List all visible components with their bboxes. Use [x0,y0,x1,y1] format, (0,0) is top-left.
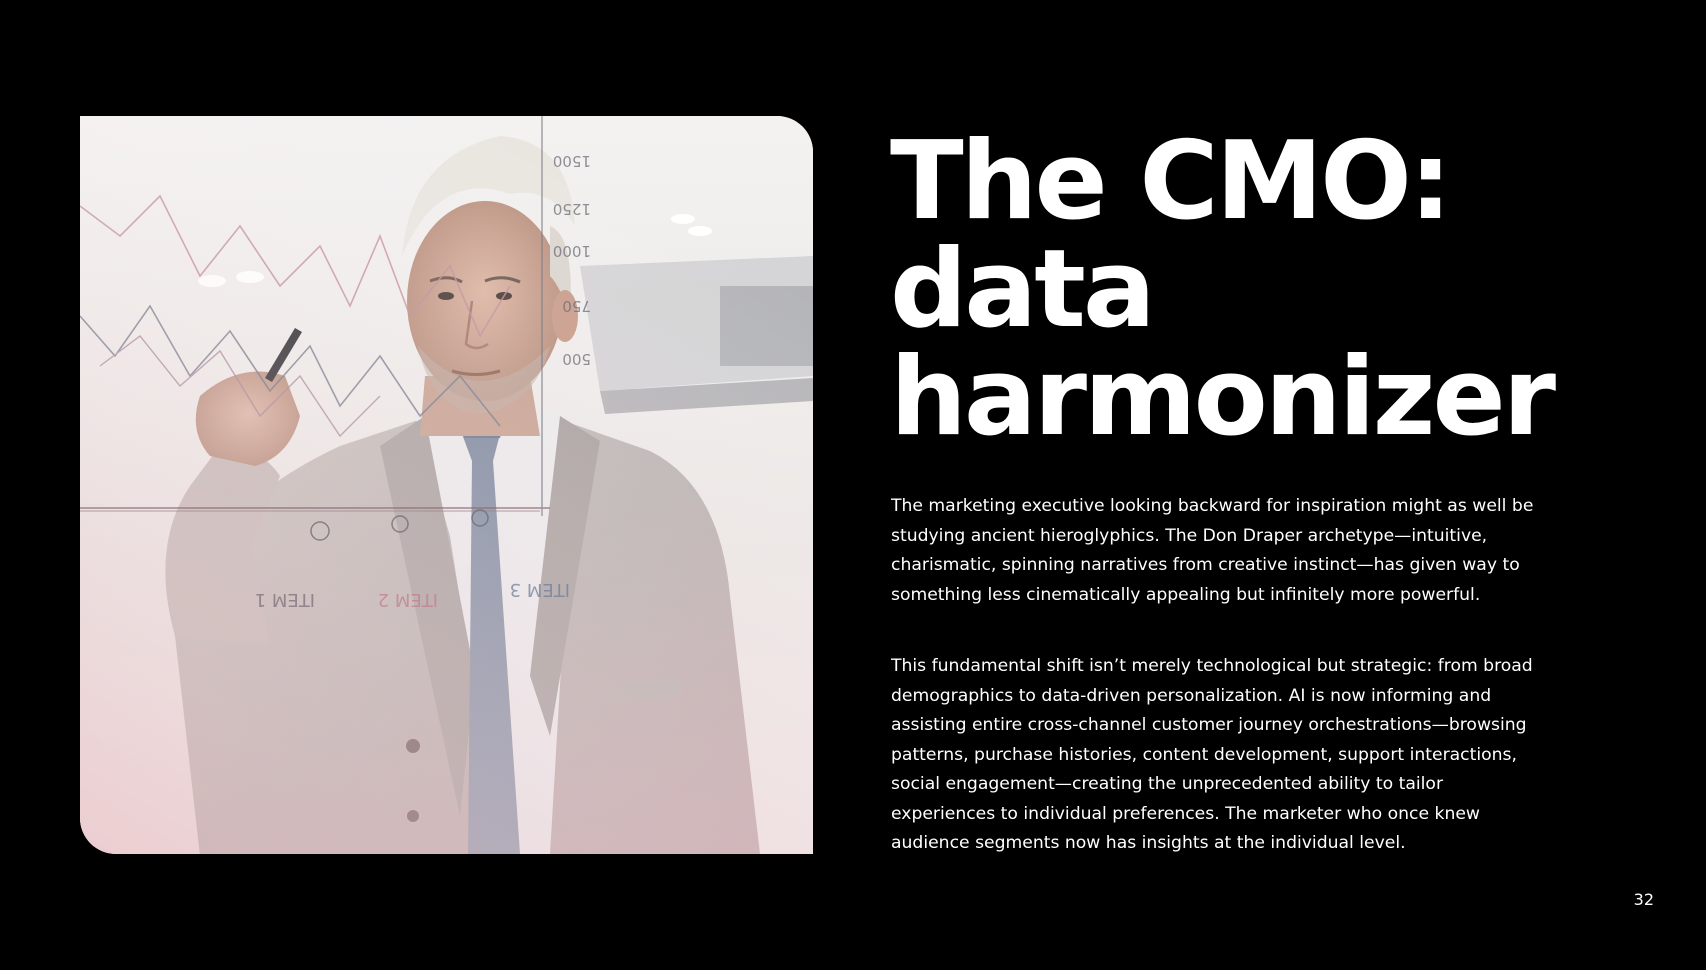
svg-text:1250: 1250 [552,200,591,218]
svg-text:500: 500 [562,350,591,368]
svg-text:1000: 1000 [552,242,591,260]
svg-text:ITEM 2: ITEM 2 [377,589,438,610]
headline-line-1: The CMO: [890,119,1450,244]
svg-text:ITEM 1: ITEM 1 [254,589,315,610]
headline-line-2: data [890,227,1153,352]
svg-text:ITEM 3: ITEM 3 [509,579,570,600]
page-number: 32 [1633,890,1654,909]
body-paragraph-2: This fundamental shift isn’t merely technological but strategic: from broad demographics to data-driven personalization. AI is now informing and assisting entire cross-channel customer journey orchestrations—browsing patterns, purchase histories, content development, support interactions, social engagement—creating the unprecedented ability to tailor experiences to individual preferences. The marketer who once knew audience segments now has insights at the individual level. [891,656,1533,853]
headline-line-3: harmonizer [890,335,1554,460]
svg-text:1500: 1500 [552,152,591,170]
man-at-glass-board-illustration [80,116,813,854]
hero-photo [80,116,813,854]
headline [890,119,1610,460]
body-paragraph-1: The marketing executive looking backward for inspiration might as well be studying ancient hieroglyphics. The Don Draper archetype—intuitive, charismatic, spinning narratives from creative instinct—has given way to something less cinematically appealing but infinitely more powerful. [891,496,1534,605]
svg-text:750: 750 [562,297,591,315]
